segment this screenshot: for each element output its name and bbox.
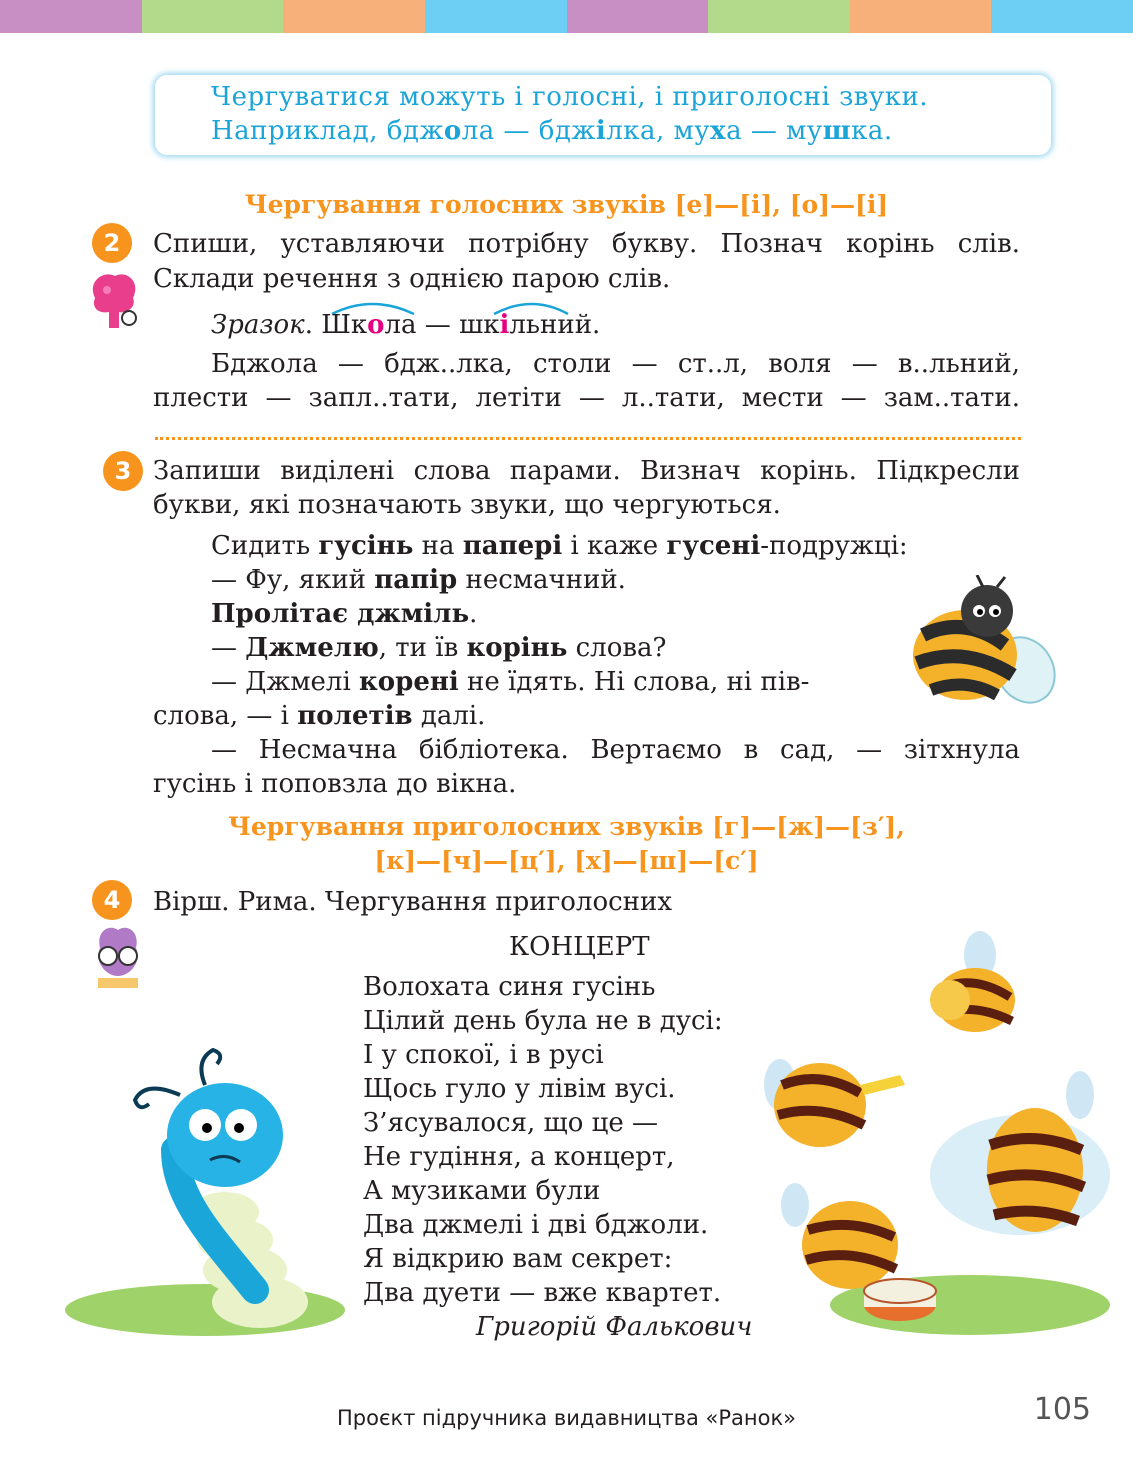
bar-segment <box>142 0 284 33</box>
bumblebee-illustration <box>905 575 1060 715</box>
section-title-vowels: Чергування голосних звуків [е]—[і], [о]—[і] <box>244 190 889 219</box>
ex2-instruction-2: Склади речення з однією парою слів. <box>153 264 671 294</box>
ex4-instruction: Вірш. Рима. Чергування приголосних <box>153 887 672 917</box>
bar-segment <box>708 0 850 33</box>
poem-line: Я відкрию вам секрет: <box>363 1244 673 1274</box>
ex3-text-line-5: — Джмелі корені не їдять. Ні слова, ні пів- <box>211 667 810 697</box>
bar-segment <box>283 0 425 33</box>
poem-line: Цілий день була не в дусі: <box>363 1006 723 1036</box>
section-title-consonants-2: [к]—[ч]—[ц′], [х]—[ш]—[с′] <box>374 846 759 875</box>
ex2-sample: Зразок. Школа — шкільний. <box>211 310 601 340</box>
ex2-words-2: плести — запл..тати, летіти — л..тати, мести — зам..тати. <box>153 383 1020 413</box>
ex3-text-line-1: Сидить гусінь на папері і каже гусені-подружці: <box>211 531 908 561</box>
poem-line: Два дуети — вже квартет. <box>363 1278 722 1308</box>
ex3-instruction-2: букви, які позначають звуки, що чергуються. <box>153 490 781 520</box>
bar-segment <box>991 0 1133 33</box>
top-color-bar <box>0 0 1133 33</box>
pink-brain-icon <box>85 268 145 338</box>
rule-line-2: Наприклад, бджола — бджілка, муха — мушка. <box>211 116 893 146</box>
bar-segment <box>0 0 142 33</box>
ex3-text-line-8: гусінь і поповзла до вікна. <box>153 769 517 799</box>
poem-line: Не гудіння, а концерт, <box>363 1142 675 1172</box>
exercise-number-2: 2 <box>92 223 132 263</box>
ex3-text-line-6: слова, — і полетів далі. <box>153 701 486 731</box>
ex3-text-line-4: — Джмелю, ти їв корінь слова? <box>211 633 667 663</box>
ex3-text-line-2: — Фу, який папір несмачний. <box>211 565 626 595</box>
poem-author: Григорій Фалькович <box>476 1312 753 1342</box>
rule-line-1: Чергуватися можуть і голосні, і приголосні звуки. <box>211 82 929 112</box>
poem-line: Волохата синя гусінь <box>363 972 656 1002</box>
caterpillar-illustration <box>65 1040 365 1340</box>
ex2-instruction-1: Спиши, уставляючи потрібну букву. Познач корінь слів. <box>153 229 1020 259</box>
poem-line: Щось гуло у лівім вусі. <box>363 1074 676 1104</box>
footer-publisher: Проєкт підручника видавництва «Ранок» <box>336 1406 797 1430</box>
dotted-divider <box>155 437 1021 440</box>
poem-line: А музиками були <box>363 1176 601 1206</box>
ex3-text-line-7: — Несмачна бібліотека. Вертаємо в сад, — зітхнула <box>211 735 1020 765</box>
poem-title: КОНЦЕРТ <box>509 932 650 962</box>
ex2-words-1: Бджола — бдж..лка, столи — ст..л, воля — в..льний, <box>211 349 1020 379</box>
purple-owl-icon <box>90 920 146 992</box>
exercise-number-4: 4 <box>92 880 132 920</box>
page-number: 105 <box>1033 1392 1091 1427</box>
poem-line: І у спокої, і в русі <box>363 1040 604 1070</box>
bar-segment <box>567 0 709 33</box>
poem-line: Два джмелі і дві бджоли. <box>363 1210 709 1240</box>
ex3-text-line-3: Пролітає джміль. <box>211 599 478 629</box>
bar-segment <box>425 0 567 33</box>
poem-line: З’ясувалося, що це — <box>363 1108 658 1138</box>
ex3-instruction-1: Запиши виділені слова парами. Визнач корінь. Підкресли <box>153 456 1020 486</box>
exercise-number-3: 3 <box>103 451 143 491</box>
bees-concert-illustration <box>760 925 1110 1345</box>
bar-segment <box>850 0 992 33</box>
section-title-consonants-1: Чергування приголосних звуків [г]—[ж]—[з′], <box>228 812 905 841</box>
